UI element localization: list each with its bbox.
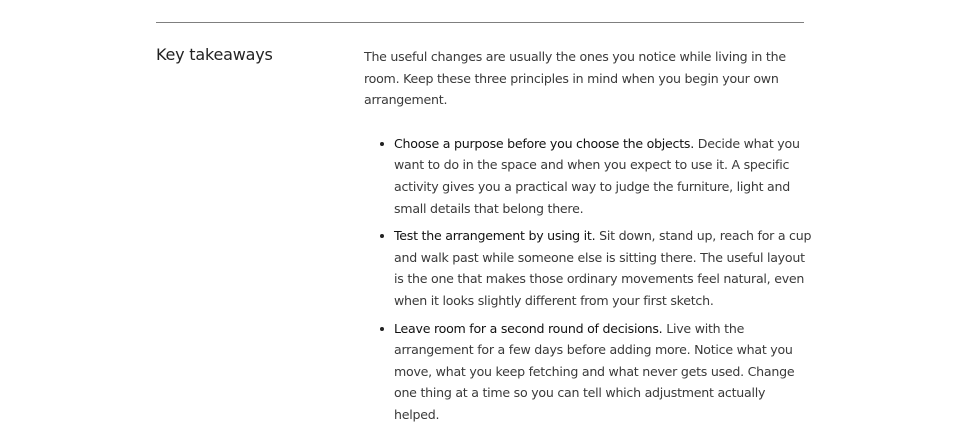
takeaway-body: Live with the arrangement for a few days before adding more. Notice what you move, what you keep fetching and what never gets used. Change one thing at a time so you can tell which adjustment actually helped. (394, 320, 795, 422)
takeaway-lead: Test the arrangement by using it. (394, 228, 596, 244)
section-content (364, 46, 814, 432)
takeaway-item-purpose (364, 133, 814, 219)
takeaway-item-test (364, 225, 814, 311)
takeaway-lead: Leave room for a second round of decisions. (394, 320, 663, 336)
takeaways-list (364, 133, 814, 426)
bullet-icon (380, 234, 384, 238)
intro-paragraph: The useful changes are usually the ones you notice while living in the room. Keep these three principles in mind when you begin your own arrangement. (364, 49, 786, 108)
takeaway-body: Sit down, stand up, reach for a cup and walk past while someone else is sitting there. The useful layout is the one that makes those ordinary movements feel natural, even when it looks slightly different from your first sketch. (394, 228, 812, 308)
bullet-icon (380, 142, 384, 146)
section-divider (156, 22, 804, 23)
takeaway-item-second-round (364, 318, 814, 426)
takeaway-lead: Choose a purpose before you choose the objects. (394, 135, 694, 151)
bullet-icon (380, 327, 384, 331)
takeaway-body: Decide what you want to do in the space and when you expect to use it. A specific activity gives you a practical way to judge the furniture, light and small details that belong there. (394, 135, 800, 216)
section-heading: Key takeaways (156, 45, 273, 64)
